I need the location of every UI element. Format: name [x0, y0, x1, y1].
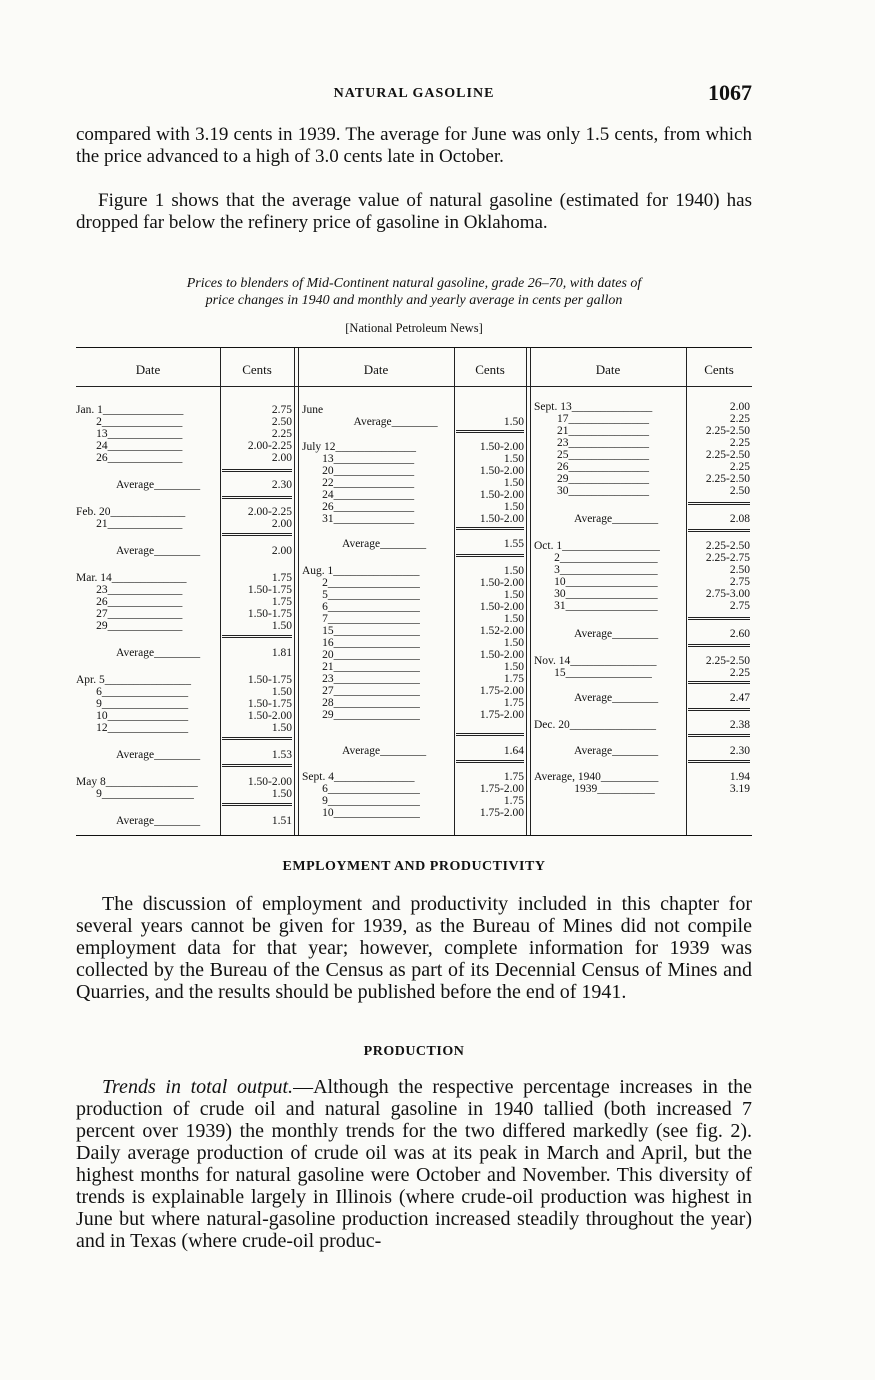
price-cell: 1.53	[271, 749, 292, 761]
price-cell: 1.50	[503, 637, 524, 649]
price-cell: 2.25-2.50	[705, 425, 750, 437]
date-cell: 13_____________	[76, 428, 183, 440]
date-cell: 15_______________	[534, 667, 652, 679]
price-cell: 2.25-2.50	[705, 540, 750, 552]
average-rule	[456, 430, 524, 433]
average-rule	[222, 496, 292, 499]
price-cell: 1.81	[271, 647, 292, 659]
date-cell: 16_______________	[302, 637, 420, 649]
price-cell: 1.50-1.75	[247, 608, 292, 620]
table-caption-line-1: Prices to blenders of Mid-Continent natural gasoline, grade 26–70, with dates of	[186, 276, 642, 291]
date-cell: 9________________	[76, 788, 194, 800]
date-cell: 30______________	[534, 485, 649, 497]
average-rule	[222, 469, 292, 472]
running-head	[76, 80, 752, 110]
date-cell: 20_______________	[302, 649, 420, 661]
price-cell: 1.50	[503, 565, 524, 577]
paragraph-employment: The discussion of employment and productivity included in this chapter for several years cannot be given for 1939, as the Bureau of Mines did not compile employment data for that year; however, complete information for 1939 was collected by the Bureau of the Census as part of its Decennial Census of Mines and Quarries, and the results should be published before the end of 1941.	[76, 893, 752, 1003]
price-cell: 1.75-2.00	[479, 807, 524, 819]
price-cell: 2.00-2.25	[247, 506, 292, 518]
average-label: Average________	[116, 479, 201, 491]
date-cell: 12______________	[76, 722, 189, 734]
average-label: Average________	[116, 647, 201, 659]
date-cell: 29______________	[534, 473, 649, 485]
date-cell: Aug. 1_______________	[302, 565, 420, 577]
date-cell: Nov. 14_______________	[534, 655, 657, 667]
price-cell: 1.50	[503, 416, 524, 428]
average-rule	[688, 644, 750, 647]
header-date-2: Date	[363, 362, 389, 377]
price-cell: 2.50	[271, 416, 292, 428]
section-title-production: PRODUCTION	[363, 1044, 465, 1059]
date-cell: 31________________	[534, 600, 658, 612]
price-cell: 1.50	[271, 686, 292, 698]
price-cell: 1.75	[271, 572, 292, 584]
header-rule	[76, 386, 752, 387]
average-rule	[222, 764, 292, 767]
price-cell: 1.94	[729, 771, 750, 783]
date-cell: May 8________________	[76, 776, 198, 788]
date-cell: 29_____________	[76, 620, 183, 632]
price-cell: 1.50-2.00	[479, 601, 524, 613]
price-cell: 2.75-3.00	[705, 588, 750, 600]
column-divider	[686, 348, 687, 835]
price-cell: 1.50-2.00	[479, 441, 524, 453]
price-cell: 2.25	[729, 667, 750, 679]
date-cell: 17______________	[534, 413, 649, 425]
date-cell: 2______________	[76, 416, 183, 428]
date-cell: 7________________	[302, 613, 420, 625]
paragraph-production	[76, 1076, 752, 1252]
date-cell: 24_____________	[76, 440, 183, 452]
date-cell: 6________________	[302, 601, 420, 613]
average-rule	[688, 529, 750, 532]
average-rule	[688, 681, 750, 684]
price-cell: 1.50-1.75	[247, 698, 292, 710]
price-cell: 2.00	[729, 401, 750, 413]
date-cell: 26______________	[534, 461, 649, 473]
date-cell: 9________________	[302, 795, 420, 807]
date-cell: 26_____________	[76, 452, 183, 464]
price-cell: 1.75	[503, 795, 524, 807]
price-cell: 2.00	[271, 518, 292, 530]
date-cell: 10_______________	[302, 807, 420, 819]
date-cell: 23_______________	[302, 673, 420, 685]
price-cell: 2.50	[729, 564, 750, 576]
average-rule	[688, 617, 750, 620]
production-lead: Trends in total output.	[102, 1076, 294, 1098]
price-cell: 1.55	[503, 538, 524, 550]
date-cell: 23______________	[534, 437, 649, 449]
price-cell: 1.50-2.00	[479, 489, 524, 501]
date-cell: 22______________	[302, 477, 415, 489]
date-cell: 1939__________	[534, 783, 655, 795]
column-divider	[530, 348, 531, 835]
average-label: Average________	[342, 745, 427, 757]
date-cell: 21_______________	[302, 661, 420, 673]
price-cell: 2.25-2.50	[705, 655, 750, 667]
average-label: Average________	[116, 749, 201, 761]
header-date-3: Date	[595, 362, 621, 377]
average-rule	[222, 803, 292, 806]
date-cell: Mar. 14_____________	[76, 572, 187, 584]
price-cell: 2.30	[271, 479, 292, 491]
average-rule	[456, 527, 524, 530]
price-cell: 2.38	[729, 719, 750, 731]
price-cell: 2.25-2.50	[705, 473, 750, 485]
date-cell: 25______________	[534, 449, 649, 461]
average-rule	[688, 708, 750, 711]
column-divider	[298, 348, 299, 835]
date-cell: 15_______________	[302, 625, 420, 637]
price-cell: 1.50	[271, 722, 292, 734]
column-divider	[526, 348, 527, 835]
date-cell: 26______________	[302, 501, 415, 513]
date-cell: 3_________________	[534, 564, 658, 576]
average-label: Average________	[574, 692, 659, 704]
price-cell: 2.75	[271, 404, 292, 416]
price-cell: 1.50-2.00	[247, 776, 292, 788]
price-cell: 2.00-2.25	[247, 440, 292, 452]
date-cell: 9_______________	[76, 698, 189, 710]
price-cell: 1.64	[503, 745, 524, 757]
price-cell: 2.60	[729, 628, 750, 640]
paragraph-figure-reference: Figure 1 shows that the average value of natural gasoline (estimated for 1940) has dropped far below the refinery price of gasoline in Oklahoma.	[76, 190, 752, 233]
date-cell: 30________________	[534, 588, 658, 600]
price-cell: 2.50	[729, 485, 750, 497]
average-rule	[456, 760, 524, 763]
price-cell: 2.25-2.75	[705, 552, 750, 564]
date-cell: Apr. 5_______________	[76, 674, 191, 686]
header-date-1: Date	[135, 362, 161, 377]
price-cell: 2.08	[729, 513, 750, 525]
price-cell: 1.50-2.00	[479, 513, 524, 525]
price-cell: 1.50-1.75	[247, 584, 292, 596]
date-cell: Sept. 4______________	[302, 771, 415, 783]
price-cell: 1.50-2.00	[479, 465, 524, 477]
price-cell: 1.75	[503, 697, 524, 709]
paragraph-intro: compared with 3.19 cents in 1939. The average for June was only 1.5 cents, from which the price advanced to a high of 3.0 cents late in October.	[76, 124, 752, 167]
price-cell: 1.75-2.00	[479, 709, 524, 721]
date-cell: 27_____________	[76, 608, 183, 620]
price-cell: 1.50-2.00	[479, 577, 524, 589]
price-cell: 2.75	[729, 600, 750, 612]
date-cell: July 12______________	[302, 441, 417, 453]
average-label: Average________	[342, 538, 427, 550]
price-cell: 2.00	[271, 452, 292, 464]
average-label: Average________	[116, 545, 201, 557]
date-cell: June	[302, 404, 324, 416]
price-cell: 1.50-1.75	[247, 674, 292, 686]
price-table	[76, 347, 752, 836]
date-cell: 21_____________	[76, 518, 183, 530]
header-cents-3: Cents	[704, 362, 734, 377]
running-title: NATURAL GASOLINE	[333, 86, 495, 101]
date-cell: Oct. 1_________________	[534, 540, 660, 552]
price-cell: 2.25	[729, 461, 750, 473]
date-cell: 24______________	[302, 489, 415, 501]
table-caption	[76, 275, 752, 309]
price-cell: 1.50	[503, 477, 524, 489]
average-label: Average________	[116, 815, 201, 827]
price-cell: 1.50	[271, 620, 292, 632]
price-cell: 1.50	[503, 453, 524, 465]
price-cell: 1.75	[271, 596, 292, 608]
average-label: Average________	[574, 745, 659, 757]
date-cell: 23_____________	[76, 584, 183, 596]
header-cents-2: Cents	[475, 362, 505, 377]
average-label: Average________	[574, 628, 659, 640]
average-rule	[688, 760, 750, 763]
average-rule	[222, 635, 292, 638]
price-cell: 3.19	[729, 783, 750, 795]
price-cell: 2.75	[729, 576, 750, 588]
section-title-employment: EMPLOYMENT AND PRODUCTIVITY	[282, 859, 546, 874]
date-cell: 29_______________	[302, 709, 420, 721]
price-cell: 1.75	[503, 673, 524, 685]
price-cell: 1.52-2.00	[479, 625, 524, 637]
date-cell: 10______________	[76, 710, 189, 722]
average-label: Average________	[574, 513, 659, 525]
date-cell: 21______________	[534, 425, 649, 437]
date-cell: 2________________	[302, 577, 420, 589]
average-rule	[688, 734, 750, 737]
date-cell: 6________________	[302, 783, 420, 795]
date-cell: 10________________	[534, 576, 658, 588]
price-cell: 2.30	[729, 745, 750, 757]
column-divider	[294, 348, 295, 835]
date-cell: Feb. 20_____________	[76, 506, 186, 518]
price-cell: 1.50	[503, 613, 524, 625]
date-cell: 27_______________	[302, 685, 420, 697]
average-rule	[222, 737, 292, 740]
average-rule	[456, 554, 524, 557]
price-cell: 2.25	[729, 437, 750, 449]
average-rule	[456, 733, 524, 736]
average-label: Average________	[342, 416, 438, 428]
price-cell: 2.25	[271, 428, 292, 440]
date-cell: 26_____________	[76, 596, 183, 608]
average-rule	[688, 502, 750, 505]
date-cell: Dec. 20_______________	[534, 719, 657, 731]
column-divider	[454, 348, 455, 835]
price-cell: 2.00	[271, 545, 292, 557]
page-number: 1067	[708, 80, 752, 105]
date-cell: Average, 1940__________	[534, 771, 659, 783]
price-cell: 2.25	[729, 413, 750, 425]
price-cell: 2.25-2.50	[705, 449, 750, 461]
price-cell: 1.50	[271, 788, 292, 800]
price-cell: 1.75	[503, 771, 524, 783]
price-cell: 1.50-2.00	[247, 710, 292, 722]
price-cell: 2.47	[729, 692, 750, 704]
date-cell: 31______________	[302, 513, 415, 525]
production-text: —Although the respective percentage increases in the production of crude oil and natural gasoline in 1940 tallied (both increased 7 percent over 1939) the monthly trends for the two differed markedly (see fig. 2). Daily average production of crude oil was at its peak in March and April, but the highest months for natural gasoline were October and November. This diversity of trends is explainable largely in Illinois (where crude-oil production was highest in June but where natural-gasoline production increased steadily throughout the year) and in Texas (where crude-oil produc-	[76, 1076, 753, 1252]
price-cell: 1.50	[503, 589, 524, 601]
column-divider	[220, 348, 221, 835]
date-cell: 2_________________	[534, 552, 658, 564]
average-rule	[222, 533, 292, 536]
date-cell: Jan. 1______________	[76, 404, 184, 416]
price-cell: 1.75-2.00	[479, 783, 524, 795]
date-cell: 6_______________	[76, 686, 189, 698]
date-cell: 13______________	[302, 453, 415, 465]
date-cell: 20______________	[302, 465, 415, 477]
header-cents-1: Cents	[242, 362, 272, 377]
price-cell: 1.50	[503, 501, 524, 513]
price-cell: 1.75-2.00	[479, 685, 524, 697]
table-source: [National Petroleum News]	[345, 321, 483, 335]
date-cell: 5________________	[302, 589, 420, 601]
date-cell: Sept. 13______________	[534, 401, 653, 413]
price-cell: 1.50-2.00	[479, 649, 524, 661]
table-caption-line-2: price changes in 1940 and monthly and yearly average in cents per gallon	[205, 293, 623, 308]
price-cell: 1.50	[503, 661, 524, 673]
price-cell: 1.51	[271, 815, 292, 827]
date-cell: 28_______________	[302, 697, 420, 709]
